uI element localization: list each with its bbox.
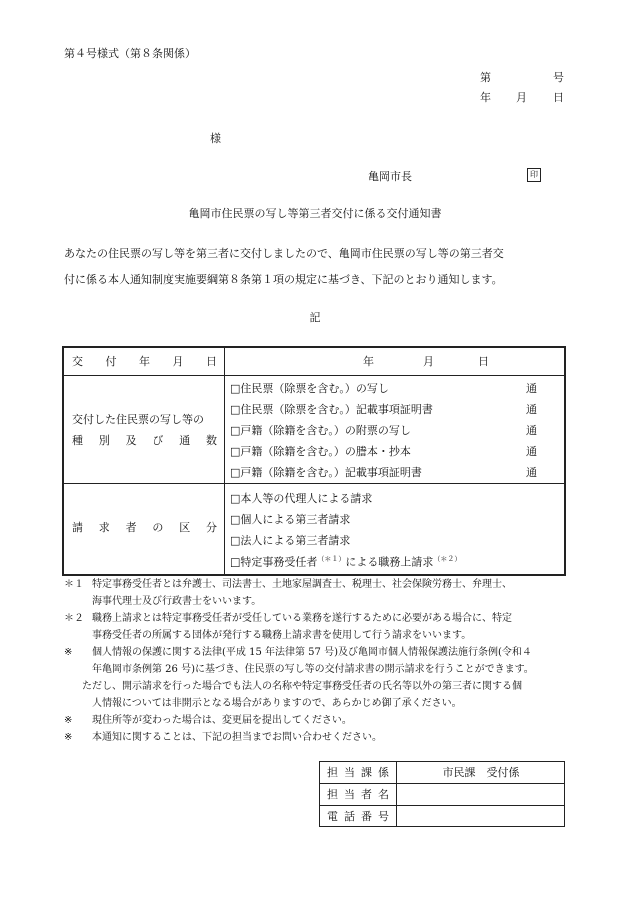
label-char: 種 <box>72 434 83 447</box>
item-unit: 通 <box>526 445 537 458</box>
label-char: 及 <box>125 434 137 447</box>
item-unit: 通 <box>526 403 537 416</box>
label-char: の <box>152 521 164 534</box>
label-char: 名 <box>378 788 389 801</box>
label-char: 日 <box>206 355 217 368</box>
table-row-divider <box>64 483 564 484</box>
addressee-suffix: 様 <box>210 132 221 145</box>
seal-mark: 印 <box>527 168 541 182</box>
label-char: 月 <box>172 355 184 368</box>
contact-row-divider <box>320 783 564 784</box>
document-type-label-line2 <box>72 433 217 449</box>
label-char: 別 <box>98 434 110 447</box>
note-line: 本通知に関することは、下記の担当までお問い合わせください。 <box>92 732 382 743</box>
body-line-1: あなたの住民票の写し等を第三者に交付しましたので、亀岡市住民票の写し等の第三者交 <box>64 247 504 260</box>
delivery-day: 日 <box>478 355 489 368</box>
item-unit: 通 <box>526 424 537 437</box>
label-char: 課 <box>361 766 372 779</box>
note-line: 現住所等が変わった場合は、変更届を提出してください。 <box>92 715 352 726</box>
label-char: 担 <box>327 766 338 779</box>
contact-department-value: 市民課 受付係 <box>442 766 520 779</box>
contact-label-person <box>327 787 389 803</box>
number-label: 第 <box>480 71 491 84</box>
contact-row-divider <box>320 805 564 806</box>
note-mark: ※ <box>64 715 73 726</box>
note-mark: ※ <box>64 647 73 658</box>
label-char: 区 <box>179 521 191 534</box>
date-month: 月 <box>516 91 527 104</box>
label-char: 当 <box>344 766 355 779</box>
item-unit: 通 <box>526 466 537 479</box>
label-char: 交 <box>72 355 83 368</box>
label-char: 請 <box>72 521 83 534</box>
note-line: 個人情報の保護に関する法律(平成 15 年法律第 57 号)及び亀岡市個人情報保護法施行条例(令和４ <box>92 647 532 658</box>
form-number: 第４号様式（第８条関係） <box>64 47 196 60</box>
requester-item-special <box>230 554 461 571</box>
label-char: 分 <box>205 521 217 534</box>
note-mark: ＊１ <box>64 579 84 590</box>
note-line: 職務上請求とは特定事務受任者が受任している業務を遂行するために必要がある場合に、特定 <box>92 613 512 624</box>
note-line: ただし、開示請求を行った場合でも法人の名称や特定事務受任者の氏名等以外の第三者に関する個 <box>82 681 522 692</box>
note-line: 海事代理士及び行政書士をいいます。 <box>92 596 262 607</box>
requester-item: □本人等の代理人による請求 <box>230 492 373 505</box>
label-char: 者 <box>125 521 137 534</box>
sender-name: 亀岡市長 <box>368 170 412 183</box>
document-title: 亀岡市住民票の写し等第三者交付に係る交付通知書 <box>188 207 442 220</box>
document-type-item: □戸籍（除籍を含む。）の附票の写し <box>230 424 411 437</box>
label-char: 担 <box>327 788 338 801</box>
footnote-ref-1: （＊１） <box>317 555 346 563</box>
contact-label-department <box>327 765 389 781</box>
document-type-item: □戸籍（除籍を含む。）記載事項証明書 <box>230 466 422 479</box>
delivery-date-label <box>72 354 217 370</box>
requester-category-label <box>72 520 217 536</box>
document-type-item: □住民票（除票を含む。）の写し <box>230 382 389 395</box>
note-line: 事務受任者の所属する団体が発行する職務上請求書を使用して行う請求をいいます。 <box>92 630 472 641</box>
label-char: 付 <box>105 355 117 368</box>
note-line: 人情報については非開示となる場合がありますので、あらかじめ御了承ください。 <box>92 698 462 709</box>
label-char: 数 <box>205 434 217 447</box>
note-mark: ※ <box>64 732 73 743</box>
label-char: 年 <box>139 355 150 368</box>
contact-table <box>319 761 565 827</box>
label-char: 求 <box>98 521 110 534</box>
date-year: 年 <box>480 91 491 104</box>
requester-item: □法人による第三者請求 <box>230 534 351 547</box>
contact-label-phone <box>327 809 389 825</box>
label-char: 番 <box>361 810 372 823</box>
requester-item: □個人による第三者請求 <box>230 513 351 526</box>
date-day: 日 <box>553 91 564 104</box>
document-type-item: □戸籍（除籍を含む。）の謄本・抄本 <box>230 445 411 458</box>
ki-heading: 記 <box>309 311 321 324</box>
label-char: 号 <box>378 810 389 823</box>
table-column-divider <box>224 348 225 574</box>
special-middle: による職務上請求 <box>345 555 434 569</box>
note-line: 年亀岡市条例第 26 号)に基づき、住民票の写し等の交付請求書の開示請求を行うことができます。 <box>92 664 534 675</box>
label-char: 係 <box>378 766 389 779</box>
document-type-item: □住民票（除票を含む。）記載事項証明書 <box>230 403 433 416</box>
number-suffix: 号 <box>553 71 564 84</box>
label-char: 話 <box>344 810 355 823</box>
table-row-divider <box>64 375 564 376</box>
label-char: 電 <box>327 810 338 823</box>
note-mark: ＊２ <box>64 613 84 624</box>
body-line-2: 付に係る本人通知制度実施要綱第８条第１項の規定に基づき、下記のとおり通知します。 <box>64 273 503 286</box>
item-unit: 通 <box>526 382 537 395</box>
special-prefix: □特定事務受任者 <box>230 555 318 569</box>
footnote-ref-2: （＊２） <box>433 555 462 563</box>
notification-table <box>62 346 566 576</box>
document-type-label: 交付した住民票の写し等の <box>72 413 204 426</box>
note-line: 特定事務受任者とは弁護士、司法書士、土地家屋調査士、税理士、社会保険労務士、弁理士、 <box>92 579 512 590</box>
label-char: び <box>152 434 164 447</box>
label-char: 者 <box>361 788 372 801</box>
label-char: 当 <box>344 788 355 801</box>
delivery-month: 月 <box>423 355 434 368</box>
label-char: 通 <box>179 434 191 447</box>
delivery-year: 年 <box>363 355 374 368</box>
